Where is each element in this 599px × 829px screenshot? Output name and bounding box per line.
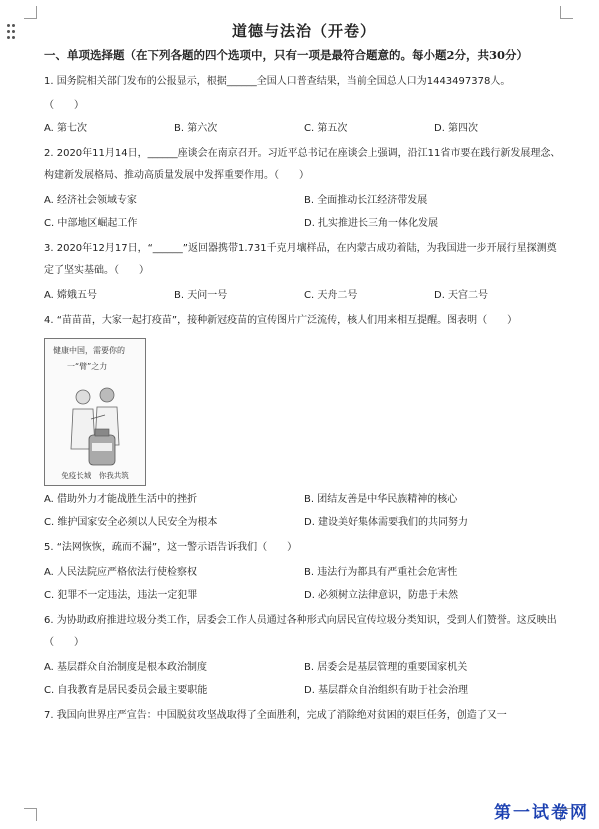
option: D. 第四次 (434, 123, 479, 134)
option: C. 犯罪不一定违法，违法一定犯罪 (44, 590, 198, 601)
exam-page (44, 0, 564, 727)
question-3-options (44, 287, 564, 305)
crop-mark-bottom-left (24, 808, 37, 821)
crop-mark-top-left (24, 6, 37, 19)
option: B. 违法行为都具有严重社会危害性 (304, 567, 458, 578)
question-2-options-row2 (44, 215, 564, 233)
question-6-stem: 6. 为协助政府推进垃圾分类工作，居委会工作人员通过各种形式向居民宣传垃圾分类知识，受到人们赞誉。这反映出（ ） (44, 615, 557, 648)
question-2-stem: 2. 2020年11月14日，______座谈会在南京召开。习近平总书记在座谈会上强调，沿江11省市要在践行新发展理念、构建新发展格局、推动高质量发展中发挥重要作用。（ ） (44, 148, 561, 181)
option: A. 人民法院应严格依法行使检察权 (44, 567, 198, 578)
option: C. 维护国家安全必须以人民安全为根本 (44, 517, 218, 528)
question-4-stem: 4. “苗苗苗，大家一起打疫苗”，接种新冠疫苗的宣传图片广泛流传，核人们用来相互提醒。图表明（ ） (44, 315, 518, 326)
option: C. 自我教育是居民委员会最主要职能 (44, 685, 208, 696)
option: C. 第五次 (304, 123, 348, 134)
option: C. 中部地区崛起工作 (44, 218, 138, 229)
section-heading: 一、单项选择题（在下列各题的四个选项中，只有一项是最符合题意的。每小题2分，共30分） (44, 48, 529, 62)
option: A. 借助外力才能战胜生活中的挫折 (44, 494, 198, 505)
question-3-stem: 3. 2020年12月17日，“______”返回器携带1.731千克月壤样品，在内蒙古成功着陆，为我国进一步开展行星探测奠定了坚实基础。（ ） (44, 243, 557, 276)
question-1-answer-paren: （ ） (44, 100, 84, 111)
drag-handle-icon[interactable] (7, 24, 17, 40)
question-6-options-row2 (44, 682, 564, 700)
question-4-options-row2 (44, 514, 564, 532)
option: A. 第七次 (44, 123, 88, 134)
option: D. 建设美好集体需要我们的共同努力 (304, 517, 469, 528)
option: C. 天舟二号 (304, 290, 358, 301)
poster-footer: 免疫长城 你我共筑 (61, 471, 129, 480)
page-title: 道德与法治（开卷） (231, 22, 376, 40)
question-5-options-row1 (44, 564, 564, 582)
option: A. 基层群众自治制度是根本政治制度 (44, 662, 208, 673)
option: B. 全面推动长江经济带发展 (304, 195, 428, 206)
option: D. 必须树立法律意识，防患于未然 (304, 590, 459, 601)
question-4-options-row1 (44, 491, 564, 509)
poster-line-1: 健康中国，需要你的 (53, 346, 125, 355)
question-6-options-row1 (44, 659, 564, 677)
option: D. 基层群众自治组织有助于社会治理 (304, 685, 469, 696)
question-7-stem: 7. 我国向世界庄严宣告：中国脱贫攻坚战取得了全面胜利，完成了消除绝对贫困的艰巨任务，创造了又一 (44, 710, 507, 721)
doctors-vaccine-illustration (45, 339, 145, 485)
option: D. 扎实推进长三角一体化发展 (304, 218, 439, 229)
option: D. 天宫二号 (434, 290, 489, 301)
option: B. 团结友善是中华民族精神的核心 (304, 494, 458, 505)
option: B. 居委会是基层管理的重要国家机关 (304, 662, 468, 673)
vaccine-poster-image (44, 338, 146, 486)
question-1-options (44, 120, 564, 138)
poster-line-2: 一“臂”之力 (67, 362, 108, 371)
watermark-logo: 第一试卷网 (494, 803, 589, 823)
option: B. 第六次 (174, 123, 218, 134)
option: B. 天问一号 (174, 290, 228, 301)
option: A. 嫦娥五号 (44, 290, 98, 301)
question-2-options-row1 (44, 192, 564, 210)
option: A. 经济社会领域专家 (44, 195, 138, 206)
question-5-options-row2 (44, 587, 564, 605)
question-5-stem: 5. “法网恢恢，疏而不漏”，这一警示语告诉我们（ ） (44, 542, 298, 553)
question-1-stem: 1. 国务院相关部门发布的公报显示，根据______全国人口普查结果，当前全国总人口为1443497378人。 (44, 76, 511, 87)
